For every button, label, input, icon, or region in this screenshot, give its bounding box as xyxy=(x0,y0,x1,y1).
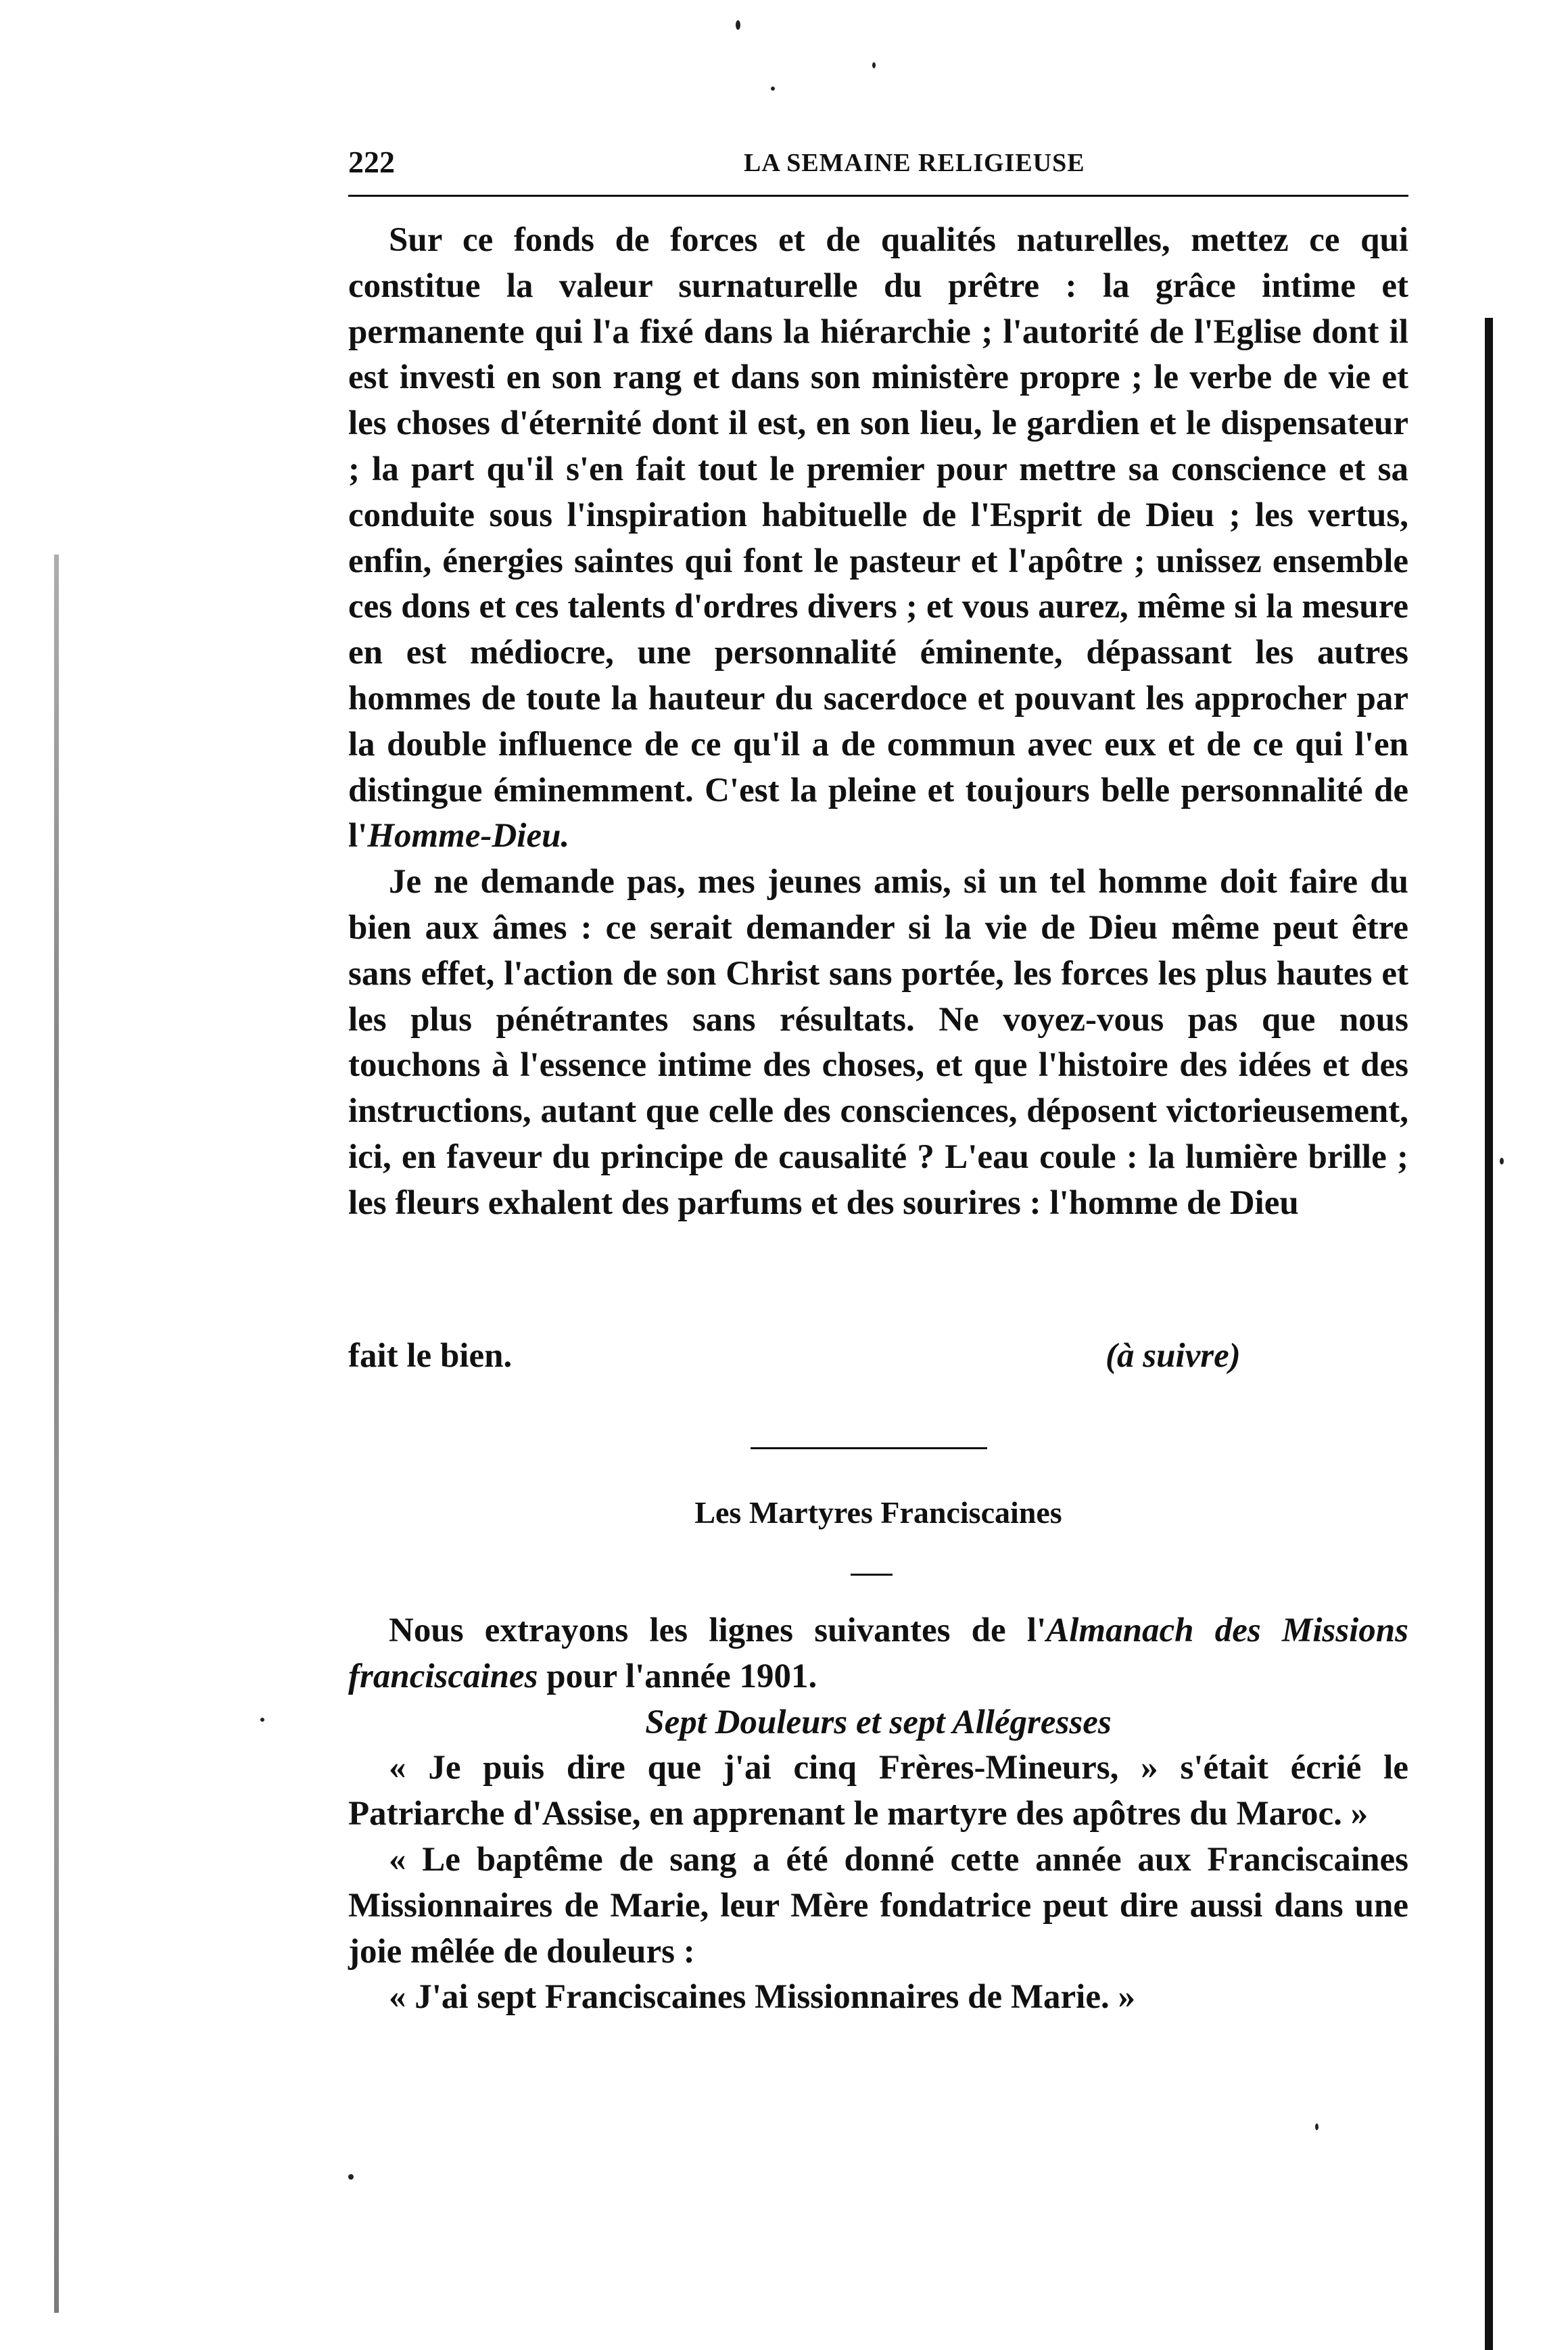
to-follow-note: (à suivre) xyxy=(1106,1337,1241,1375)
scan-speck xyxy=(771,87,775,91)
scan-speck xyxy=(1500,1158,1504,1165)
scan-speck xyxy=(348,2174,354,2180)
scan-speck xyxy=(1315,2123,1318,2130)
closing-text: fait le bien. xyxy=(348,1337,513,1375)
scan-speck xyxy=(736,20,740,30)
page-left-edge-shadow xyxy=(54,555,59,2313)
paragraph: « Le baptême de sang a été donné cette année aux Franciscaines Missionnaires de Marie, leur Mère fondatrice peut dire aussi dans une joie mêlée de douleurs : xyxy=(348,1840,1408,1971)
intro-text-end: pour l'année 1901. xyxy=(538,1657,817,1695)
page-header xyxy=(348,139,1423,186)
italic-term: Homme-Dieu. xyxy=(367,817,570,855)
running-head: LA SEMAINE RELIGIEUSE xyxy=(744,149,1085,177)
intro-text: Nous extrayons les lignes suivantes de l' xyxy=(389,1612,1047,1649)
scan-speck xyxy=(872,62,876,68)
page-binding-edge xyxy=(1485,318,1493,2350)
source-title: Almanach des Missions franciscaines xyxy=(348,1612,1408,1695)
scan-speck xyxy=(260,1718,264,1722)
section-body xyxy=(348,1608,1408,2021)
paragraph-text: Je ne demande pas, mes jeunes amis, si un tel homme doit faire du bien aux âmes : ce serait demander si la vie de Dieu même peut être sans effet, l'action de son Christ sans portée, les forces les plus hautes et les plus pénétrantes sans résultats. Ne voyez-vous pas que nous touchons à l'essence intime des choses, et que l'histoire des idées et des instructions, autant que celle des consciences, déposent victorieusement, ici, en faveur du principe de causalité ? L'eau coule : la lumière brille ; les fleurs exhalent des parfums et des sourires : l'homme de Dieu xyxy=(348,863,1408,1222)
paragraph-text: Sur ce fonds de forces et de qualités naturelles, mettez ce qui constitue la valeur surnaturelle du prêtre : la grâce intime et permanente qui l'a fixé dans la hiérarchie ; l'autorité de l'Eglise dont il est investi en son rang et dans son ministère propre ; le verbe de vie et les choses d'éternité dont il est, en son lieu, le gardien et le dispensateur ; la part qu'il s'en fait tout le premier pour mettre sa conscience et sa conduite sous l'inspiration habituelle de l'Esprit de Dieu ; les vertus, enfin, énergies saintes qui font le pasteur et l'apôtre ; unissez ensemble ces dons et ces talents d'ordres divers ; et vous aurez, même si la mesure en est médiocre, une personnalité éminente, dépassant les autres hommes de toute la hauteur du sacerdoce et pouvant les approcher par la double influence de ce qu'il a de commun avec eux et de ce qui l'en distingue éminemment. C'est la pleine et toujours belle personnalité de l' xyxy=(348,221,1408,855)
paragraph: « J'ai sept Franciscaines Missionnaires de Marie. » xyxy=(389,1978,1135,2017)
paragraph xyxy=(348,218,1408,860)
header-rule xyxy=(348,195,1408,197)
paragraph: « Je puis dire que j'ai cinq Frères-Mineurs, » s'était écrié le Patriarche d'Assise, en apprenant le martyre des apôtres du Maroc. » xyxy=(348,1749,1408,1833)
intro-paragraph xyxy=(348,1608,1408,1700)
subheading: Sept Douleurs et sept Allégresses xyxy=(645,1703,1112,1741)
title-dash xyxy=(851,1574,893,1576)
section-title: Les Martyres Franciscaines xyxy=(694,1495,1062,1530)
section-separator-rule xyxy=(751,1447,987,1449)
paragraph xyxy=(348,860,1408,1226)
page-number: 222 xyxy=(348,145,395,179)
article-continued xyxy=(348,218,1408,1227)
